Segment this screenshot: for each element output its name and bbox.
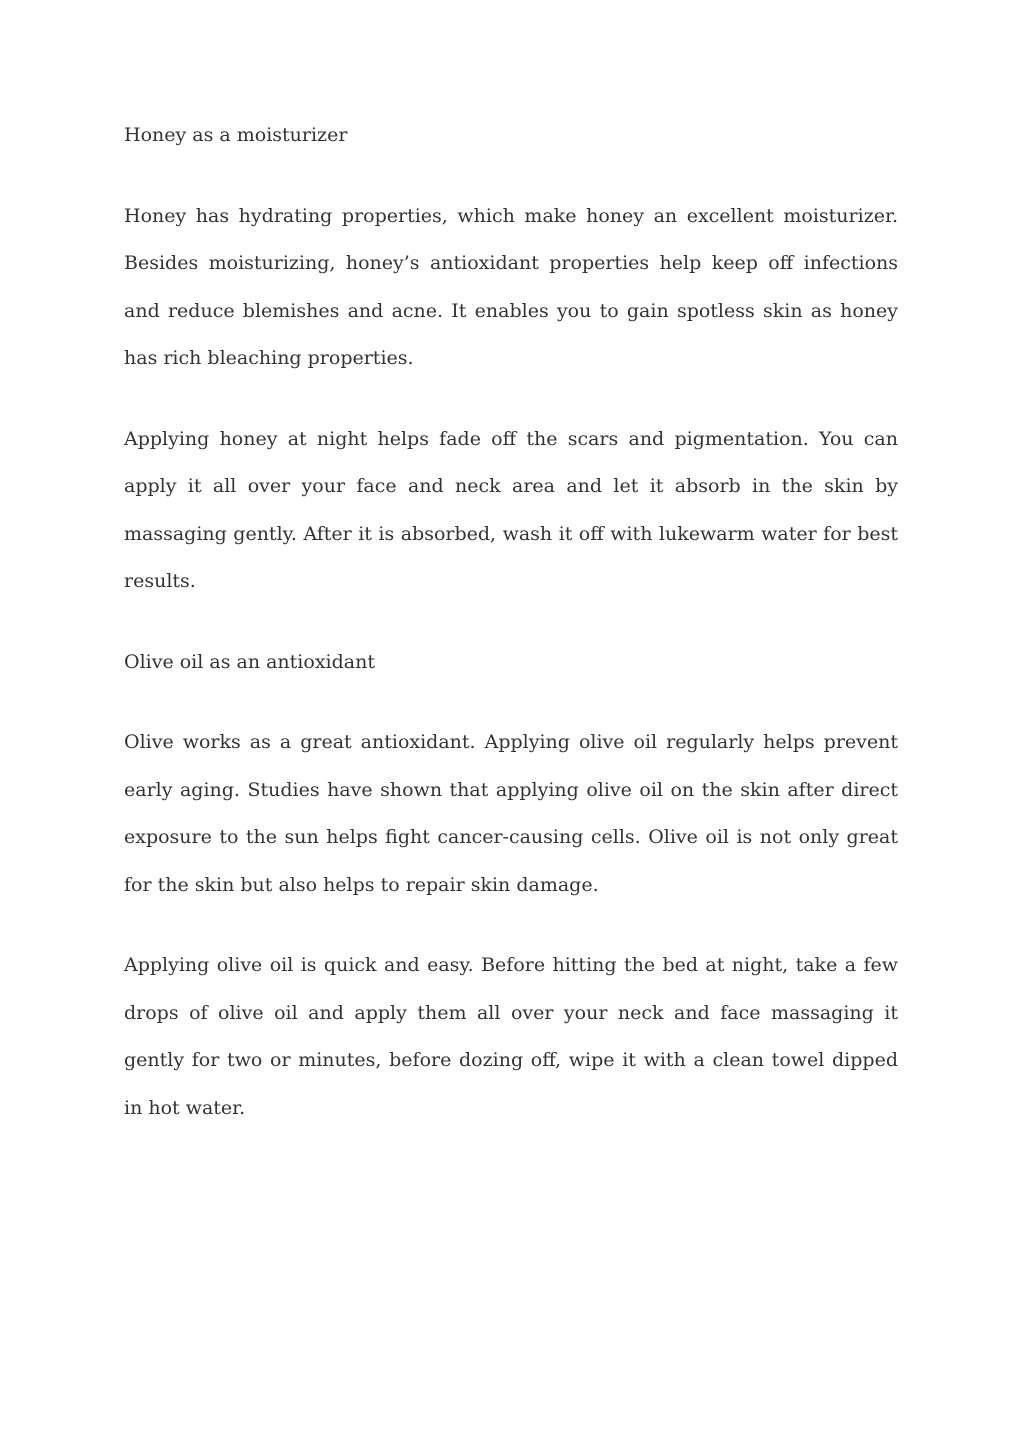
section-heading-honey: Honey as a moisturizer xyxy=(124,124,348,146)
spacer xyxy=(124,606,898,639)
paragraph-honey-application: Applying honey at night helps fade off the scars and pigmentation. You can apply it all over your face and neck area and let it absorb in the skin by massaging gently. After it is absorbed, wash it off with lukewarm water for best results. xyxy=(124,427,898,592)
spacer xyxy=(124,686,898,719)
paragraph-olive-application: Applying olive oil is quick and easy. Before hitting the bed at night, take a few drops of olive oil and apply them all over your neck and face massaging it gently for two or minutes, before dozing off, wipe it with a clean towel dipped in hot water. xyxy=(124,954,898,1119)
document-body xyxy=(124,112,898,1132)
paragraph-olive-antioxidant: Olive works as a great antioxidant. Applying olive oil regularly helps prevent early aging. Studies have shown that applying olive oil on the skin after direct exposure to the sun helps fight cancer-causing cells. Olive oil is not only great for the skin but also helps to repair skin damage. xyxy=(124,731,898,896)
section-heading-olive-oil: Olive oil as an antioxidant xyxy=(124,650,375,673)
paragraph-honey-moisturizer: Honey has hydrating properties, which make honey an excellent moisturizer. Besides moisturizing, honey’s antioxidant properties help keep off infections and reduce blemishes and acne. It enables you to gain spotless skin as honey has rich bleaching properties. xyxy=(124,204,898,369)
spacer xyxy=(124,383,898,416)
spacer xyxy=(124,909,898,942)
spacer xyxy=(124,160,898,193)
